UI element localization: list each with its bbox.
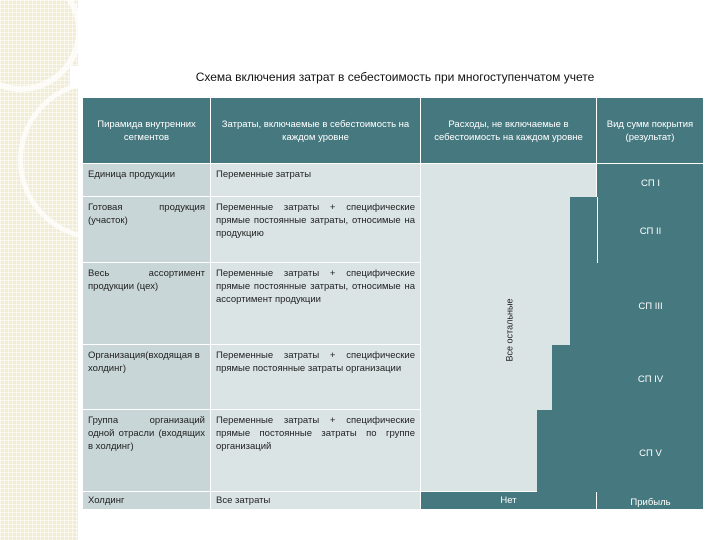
excluded-costs-vertical-label: Все остальные [504, 298, 514, 362]
segment-cell: Группа организаций одной отрасли (входящих в холдинг) [83, 410, 211, 492]
coverage-sp2: СП II [639, 226, 662, 237]
excluded-costs-last: Нет [421, 492, 597, 510]
segment-cell: Единица продукции [83, 164, 211, 197]
slide-title: Схема включения затрат в себестоимость при многоступенчатом учете [195, 70, 595, 84]
included-costs-cell: Переменные затраты + специфические прямые постоянные затраты организации [211, 345, 421, 410]
coverage-sp5: СП V [639, 448, 662, 459]
stair-step [570, 197, 598, 263]
segment-cell: Готовая продукция (участок) [83, 197, 211, 263]
stair-step [537, 410, 552, 492]
segment-cell: Организация(входящая в холдинг) [83, 345, 211, 410]
coverage-sp1: СП I [641, 178, 660, 189]
included-costs-cell: Все затраты [211, 492, 421, 510]
header-included-costs: Затраты, включаемые в себестоимость на каждом уровне [211, 98, 421, 164]
header-segments: Пирамида внутренних сегментов [83, 98, 211, 164]
coverage-profit: Прибыль [630, 497, 671, 508]
coverage-sp3: СП III [638, 301, 663, 312]
included-costs-cell: Переменные затраты [211, 164, 421, 197]
included-costs-cell: Переменные затраты + специфические прямые постоянные затраты, относимые на ассортимент продукции [211, 263, 421, 345]
stair-step [552, 345, 570, 492]
header-excluded-costs: Расходы, не включаемые в себестоимость на каждом уровне [421, 98, 597, 164]
included-costs-cell: Переменные затраты + специфические прямые постоянные затраты по группе организаций [211, 410, 421, 492]
decorative-side-pattern [0, 0, 78, 540]
stair-step [570, 263, 597, 492]
header-coverage-type: Вид сумм покрытия (результат) [597, 98, 704, 164]
included-costs-cell: Переменные затраты + специфические прямые постоянные затраты, относимые на продукцию [211, 197, 421, 263]
segment-cell: Холдинг [83, 492, 211, 510]
segment-cell: Весь ассортимент продукции (цех) [83, 263, 211, 345]
coverage-sp4: СП IV [637, 374, 664, 385]
